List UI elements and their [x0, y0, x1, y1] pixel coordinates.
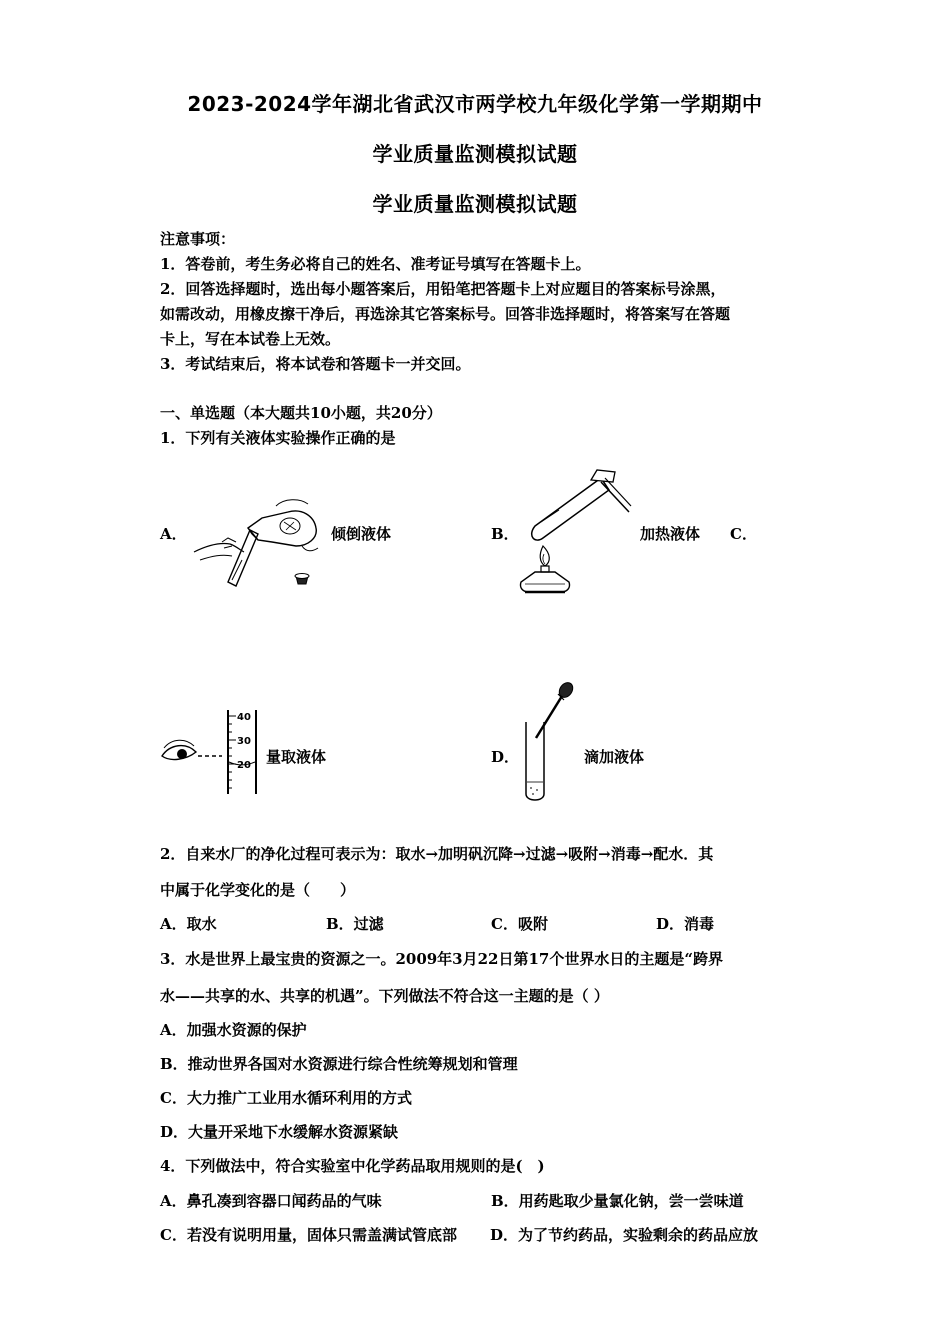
cylinder-tick-20: 20: [237, 760, 251, 771]
q2-option-a: A．取水: [160, 915, 217, 933]
notice-heading: 注意事项：: [160, 230, 236, 248]
q1-option-c-letter: C．: [730, 525, 757, 543]
notice-item-3: 3．考试结束后，将本试卷和答题卡一并交回。: [160, 355, 471, 373]
q1-option-b-letter: B．: [491, 525, 519, 543]
q3-option-b: B．推动世界各国对水资源进行综合性统筹规划和管理: [160, 1055, 518, 1073]
notice-item-2c: 卡上，写在本试卷上无效。: [160, 330, 341, 348]
q4-option-c: C．若没有说明用量，固体只需盖满试管底部: [160, 1226, 457, 1244]
q2-option-d: D．消毒: [656, 915, 715, 933]
q4-option-b: B．用药匙取少量氯化钠，尝一尝味道: [491, 1192, 744, 1210]
exam-title-line1: 2023-2024学年湖北省武汉市两学校九年级化学第一学期期中: [187, 92, 763, 116]
q2-option-c: C．吸附: [491, 915, 548, 933]
q1-option-a-text: 倾倒液体: [331, 525, 392, 543]
q4-option-a: A．鼻孔凑到容器口闻药品的气味: [160, 1192, 382, 1210]
question-3-stem-line1: 3．水是世界上最宝贵的资源之一。2009年3月22日第17个世界水日的主题是“跨界: [160, 950, 724, 968]
q3-option-c: C．大力推广工业用水循环利用的方式: [160, 1089, 412, 1107]
section-heading-single-choice: 一、单选题（本大题共10小题，共20分）: [160, 404, 442, 422]
pouring-liquid-figure: [192, 490, 327, 590]
question-2-stem-line2: 中属于化学变化的是（ ）: [160, 881, 356, 899]
heating-liquid-figure: [515, 466, 637, 596]
exam-title-line3: 学业质量监测模拟试题: [372, 192, 578, 216]
q1-option-d-text: 滴加液体: [584, 748, 645, 766]
notice-item-1: 1．答卷前，考生务必将自己的姓名、准考证号填写在答题卡上。: [160, 255, 591, 273]
q1-option-a-letter: A．: [160, 525, 187, 543]
cylinder-tick-40: 40: [237, 712, 251, 723]
q1-option-b-text: 加热液体: [640, 525, 701, 543]
dropping-liquid-figure: [518, 678, 578, 806]
cylinder-tick-30: 30: [237, 736, 251, 747]
measuring-cylinder-figure: [160, 706, 264, 798]
q3-option-a: A．加强水资源的保护: [160, 1021, 307, 1039]
question-3-stem-line2: 水——共享的水、共享的机遇”。下列做法不符合这一主题的是（ ）: [160, 987, 609, 1005]
question-2-stem-line1: 2．自来水厂的净化过程可表示为：取水→加明矾沉降→过滤→吸附→消毒→配水．其: [160, 845, 714, 863]
question-1-stem: 1．下列有关液体实验操作正确的是: [160, 429, 396, 447]
question-4-stem: 4．下列做法中，符合实验室中化学药品取用规则的是( ): [160, 1157, 545, 1175]
q3-option-d: D．大量开采地下水缓解水资源紧缺: [160, 1123, 399, 1141]
q4-option-d: D．为了节约药品，实验剩余的药品应放: [490, 1226, 759, 1244]
q2-option-b: B．过滤: [326, 915, 384, 933]
q1-option-d-letter: D．: [491, 748, 520, 766]
notice-item-2a: 2．回答选择题时，选出每小题答案后，用铅笔把答题卡上对应题目的答案标号涂黑，: [160, 280, 726, 298]
exam-title-line2: 学业质量监测模拟试题: [372, 142, 578, 166]
notice-item-2b: 如需改动，用橡皮擦干净后，再选涂其它答案标号。回答非选择题时，将答案写在答题: [160, 305, 731, 323]
q1-option-c-text: 量取液体: [266, 748, 327, 766]
